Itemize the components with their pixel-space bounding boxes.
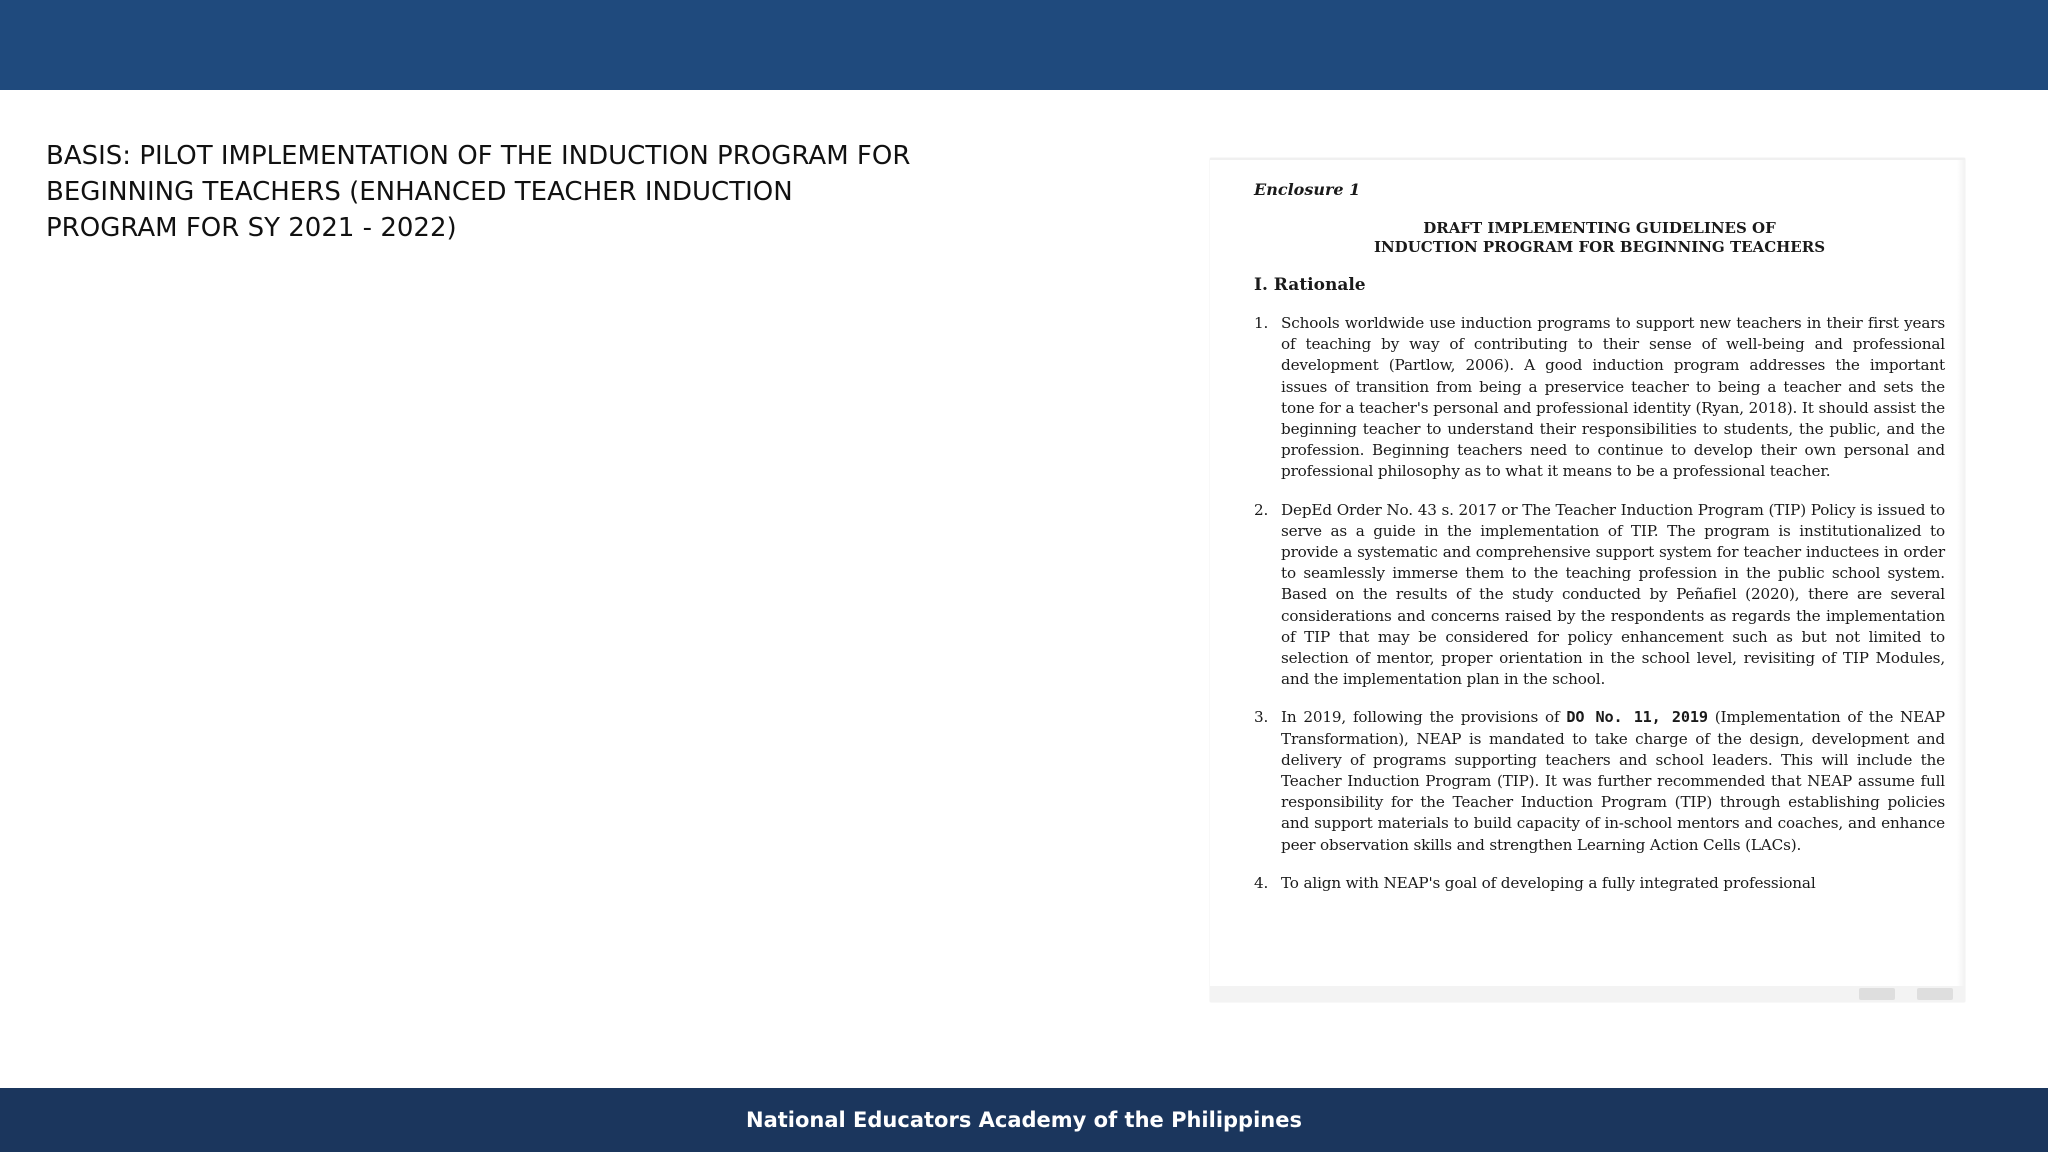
document-title <box>1254 219 1945 257</box>
paragraph-text-before: In 2019, following the provisions of <box>1281 708 1567 727</box>
viewer-button-icon <box>1917 988 1953 1000</box>
paragraph-text-after: (Implementation of the NEAP Transformation), NEAP is mandated to take charge of the design, development and delivery of programs supporting teachers and school leaders. This will include the Teacher Induction Program (TIP). It was further recommended that NEAP assume full responsibility for the Teacher Induction Program (TIP) through establishing policies and support materials to build capacity of in-school mentors and coaches, and enhance peer observation skills and strengthen Learning Action Cells (LACs). <box>1281 708 1945 854</box>
document-page <box>1254 180 1945 911</box>
document-title-line: INDUCTION PROGRAM FOR BEGINNING TEACHERS <box>1373 238 1826 256</box>
viewer-toolbar <box>1210 986 1965 1002</box>
section-heading: I. Rationale <box>1254 275 1366 295</box>
paragraph-1 <box>1254 313 1945 483</box>
slide-title-line: BEGINNING TEACHERS (ENHANCED TEACHER INDUCTION <box>46 177 793 207</box>
footer-bar <box>0 1088 2048 1152</box>
paragraph-3 <box>1254 707 1945 855</box>
paragraph-text: DepEd Order No. 43 s. 2017 or The Teacher Induction Program (TIP) Policy is issued to serve as a guide in the implementation of TIP. The program is institutionalized to provide a systematic and comprehensive support system for teacher inductees in order to seamlessly immerse them to the teaching profession in the public school system. Based on the results of the study conducted by Peñafiel (2020), there are several considerations and concerns raised by the respondents as regards the implementation of TIP that may be considered for policy enhancement such as but not limited to selection of mentor, proper orientation in the school level, revisiting of TIP Modules, and the implementation plan in the school. <box>1281 500 1945 689</box>
document-title-line: DRAFT IMPLEMENTING GUIDELINES OF <box>1423 219 1776 237</box>
footer-text: National Educators Academy of the Philippines <box>746 1108 1302 1132</box>
paragraph-number: 3. <box>1254 708 1269 727</box>
paragraph-2 <box>1254 500 1945 691</box>
paragraph-number: 1. <box>1254 314 1269 332</box>
slide-title-line: BASIS: PILOT IMPLEMENTATION OF THE INDUCTION PROGRAM FOR <box>46 141 911 171</box>
paragraph-4 <box>1254 873 1945 894</box>
paragraph-text: Schools worldwide use induction programs to support new teachers in their first years of teaching by way of contributing to their sense of well-being and professional development (Partlow, 2006). A good induction program addresses the important issues of transition from being a preservice teacher to being a teacher and sets the tone for a teacher's personal and professional identity (Ryan, 2018). It should assist the beginning teacher to understand their responsibilities to students, the public, and the profession. Beginning teachers need to continue to develop their own personal and professional philosophy as to what it means to be a professional teacher. <box>1281 314 1945 481</box>
viewer-button-icon <box>1859 988 1895 1000</box>
header-bar <box>0 0 2048 90</box>
paragraph-number: 4. <box>1254 873 1269 892</box>
document-image <box>1210 158 1965 1002</box>
slide-title-line: PROGRAM FOR SY 2021 - 2022) <box>46 213 457 243</box>
slide-title <box>46 138 911 246</box>
paragraph-number: 2. <box>1254 500 1269 519</box>
page-edge-shadow <box>1957 160 1965 1002</box>
enclosure-label: Enclosure 1 <box>1254 180 1361 199</box>
order-reference: DO No. 11, 2019 <box>1566 708 1708 727</box>
paragraph-text: To align with NEAP's goal of developing a fully integrated professional <box>1281 873 1816 892</box>
